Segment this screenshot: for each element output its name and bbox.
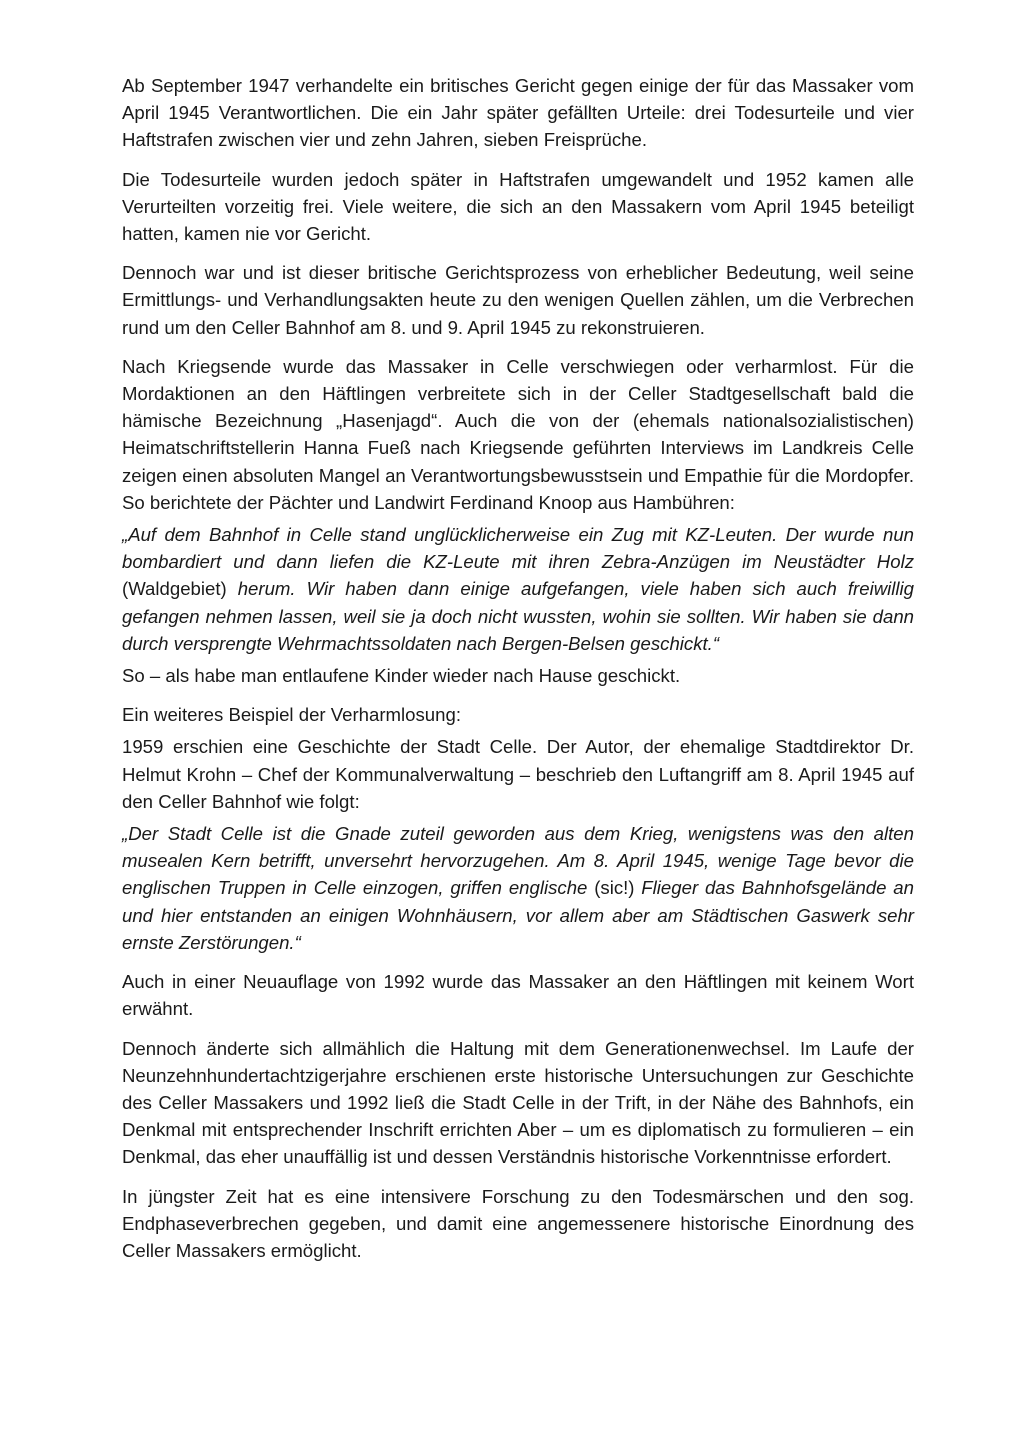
paragraph-trial-significance: Dennoch war und ist dieser britische Gerichtsprozess von erheblicher Bedeutung, weil seine Ermittlungs- und Verhandlungsakten heute zu den wenigen Quellen zählen, um die Verbrechen rund um den Celler Bahnhof am 8. und 9. April 1945 zu rekonstruieren.	[122, 262, 914, 338]
paragraph-postwar-silence: Nach Kriegsende wurde das Massaker in Celle verschwiegen oder verharmlost. Für die Mordaktionen an den Häftlingen verbreitete sich in der Celler Stadtgesellschaft bald die hämische Bezeichnung „Hasenjagd“. Auch die von der (ehemals nationalsozialistischen) Heimatschriftstellerin Hanna Fueß nach Kriegsende geführten Interviews im Landkreis Celle zeigen einen absoluten Mangel an Verantwortungsbewusstsein und Empathie für die Mordopfer. So berichtete der Pächter und Landwirt Ferdinand Knoop aus Hambühren:	[122, 355, 914, 513]
paragraph-trial: Ab September 1947 verhandelte ein britisches Gericht gegen einige der für das Massaker vom April 1945 Verantwortlichen. Die ein Jahr später gefällten Urteile: drei Todesurteile und vier Haftstrafen zwischen vier und zehn Jahren, sieben Freisprüche.	[122, 75, 914, 151]
quote-knoop-annotation: (Waldgebiet)	[122, 578, 227, 600]
quote-krohn-part-1: „Der Stadt Celle ist die Gnade zuteil geworden aus dem Krieg, wenigstens was den alten musealen Kern betrifft, unversehrt hervorzugehen. Am 8. April 1945, wenige Tage bevor die englischen Truppen in Celle einzogen, griffen englische	[122, 823, 914, 899]
document-page	[122, 72, 914, 1276]
quote-knoop	[122, 521, 914, 657]
paragraph-generational-change: Dennoch änderte sich allmählich die Haltung mit dem Generationenwechsel. Im Laufe der Neunzehnhundertachtzigerjahre erschienen erste historische Untersuchungen zur Geschichte des Celler Massakers und 1992 ließ die Stadt Celle in der Trift, in der Nähe des Bahnhofs, ein Denkmal mit entsprechender Inschrift errichten Aber – um es diplomatisch zu formulieren – ein Denkmal, das eher unauffällig ist und dessen Verständnis historische Vorkenntnisse erfordert.	[122, 1037, 914, 1168]
quote-knoop-part-1: „Auf dem Bahnhof in Celle stand unglücklicherweise ein Zug mit KZ-Leuten. Der wurde nun bombardiert und dann liefen die KZ-Leute mit ihren Zebra-Anzügen im Neustädter Holz	[122, 524, 914, 573]
quote-krohn-part-2: Flieger das Bahnhofsgelände an und hier entstanden an einigen Wohnhäusern, vor allem aber am Städtischen Gaswerk sehr ernste Zerstörungen.“	[122, 877, 914, 953]
quote-krohn	[122, 820, 914, 956]
quote-knoop-part-2: herum. Wir haben dann einige aufgefangen, viele haben sich auch freiwillig gefangen nehmen lassen, weil sie ja doch nicht wussten, wohin sie sollten. Wir haben sie dann durch versprengte Wehrmachtssoldaten nach Bergen-Belsen geschickt.“	[122, 578, 914, 654]
paragraph-comment: So – als habe man entlaufene Kinder wieder nach Hause geschickt.	[122, 665, 681, 687]
paragraph-recent-research: In jüngster Zeit hat es eine intensivere Forschung zu den Todesmärschen und den sog. Endphaseverbrechen gegeben, und damit eine angemessenere historische Einordnung des Celler Massakers ermöglicht.	[122, 1185, 914, 1261]
paragraph-another-example: Ein weiteres Beispiel der Verharmlosung:	[122, 704, 461, 726]
quote-krohn-annotation: (sic!)	[594, 877, 635, 899]
paragraph-krohn: 1959 erschien eine Geschichte der Stadt Celle. Der Autor, der ehemalige Stadtdirektor Dr. Helmut Krohn – Chef der Kommunalverwaltung – beschrieb den Luftangriff am 8. April 1945 auf den Celler Bahnhof wie folgt:	[122, 736, 914, 812]
paragraph-reissue-1992: Auch in einer Neuauflage von 1992 wurde das Massaker an den Häftlingen mit keinem Wort erwähnt.	[122, 971, 914, 1020]
paragraph-sentences-commuted: Die Todesurteile wurden jedoch später in Haftstrafen umgewandelt und 1952 kamen alle Verurteilten vorzeitig frei. Viele weitere, die sich an den Massakern vom April 1945 beteiligt hatten, kamen nie vor Gericht.	[122, 168, 914, 245]
